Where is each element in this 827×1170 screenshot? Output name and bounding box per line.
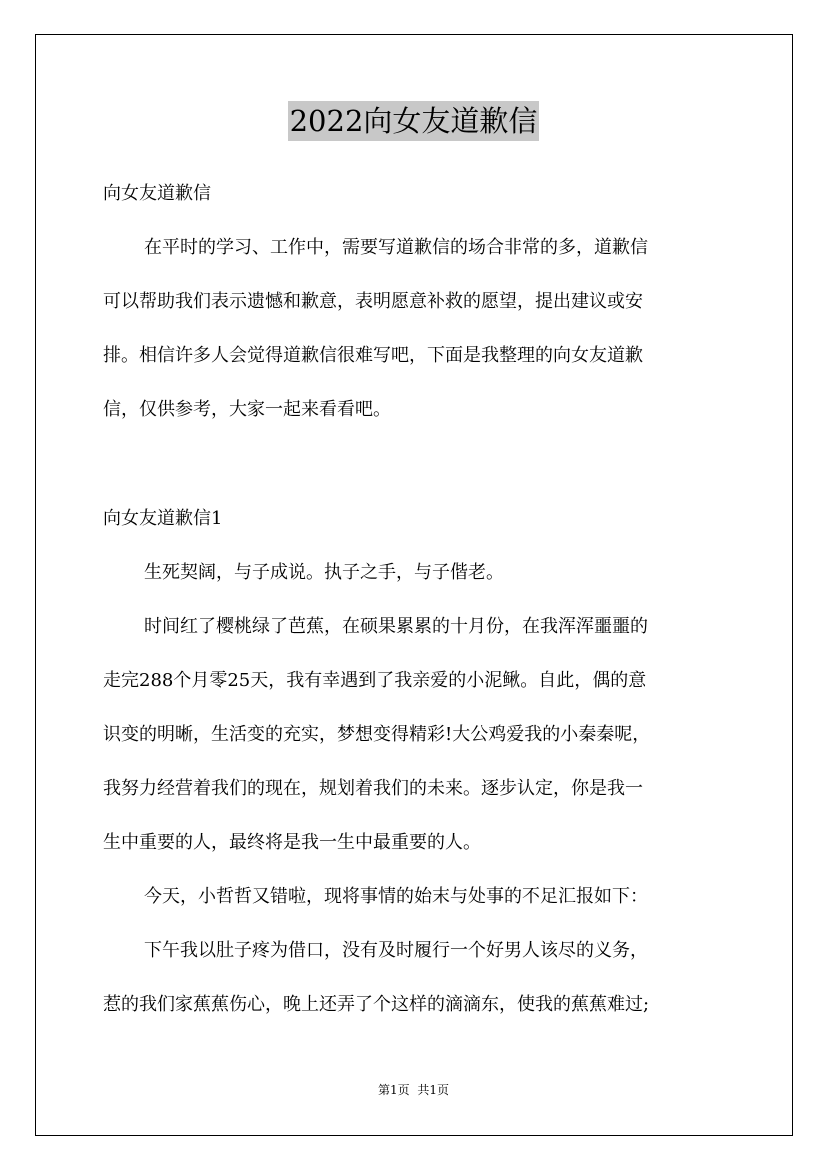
title-container [0,101,827,141]
paragraph-line: 时间红了樱桃绿了芭蕉，在硕果累累的十月份，在我浑浑噩噩的 [144,616,648,637]
paragraph-line: 可以帮助我们表示遗憾和歉意，表明愿意补救的愿望，提出建议或安 [103,291,643,312]
section-heading: 向女友道歉信1 [103,508,223,529]
paragraph-line: 识变的明晰，生活变的充实，梦想变得精彩!大公鸡爱我的小秦秦呢， [103,724,651,745]
paragraph-line: 生死契阔，与子成说。执子之手，与子偕老。 [144,562,504,583]
paragraph-line: 走完288个月零25天，我有幸遇到了我亲爱的小泥鳅。自此，偶的意 [103,670,647,691]
section-heading: 向女友道歉信 [103,183,211,204]
document-title: 2022向女友道歉信 [288,101,540,141]
page-total: 共1页 [417,1083,449,1097]
paragraph-line: 我努力经营着我们的现在，规划着我们的未来。逐步认定，你是我一 [103,778,643,799]
paragraph-line: 下午我以肚子疼为借口，没有及时履行一个好男人该尽的义务， [144,940,648,961]
paragraph-line: 生中重要的人，最终将是我一生中最重要的人。 [103,832,481,853]
page-number: 第1页 [378,1083,410,1097]
paragraph-line: 惹的我们家蕉蕉伤心，晚上还弄了个这样的滴滴东，使我的蕉蕉难过; [103,994,650,1015]
paragraph-line: 在平时的学习、工作中，需要写道歉信的场合非常的多，道歉信 [144,237,648,258]
paragraph-line: 今天，小哲哲又错啦，现将事情的始末与处事的不足汇报如下： [144,886,648,907]
page-footer [0,1082,827,1098]
paragraph-line: 排。相信许多人会觉得道歉信很难写吧，下面是我整理的向女友道歉 [103,345,643,366]
paragraph-line: 信，仅供参考，大家一起来看看吧。 [103,399,391,420]
